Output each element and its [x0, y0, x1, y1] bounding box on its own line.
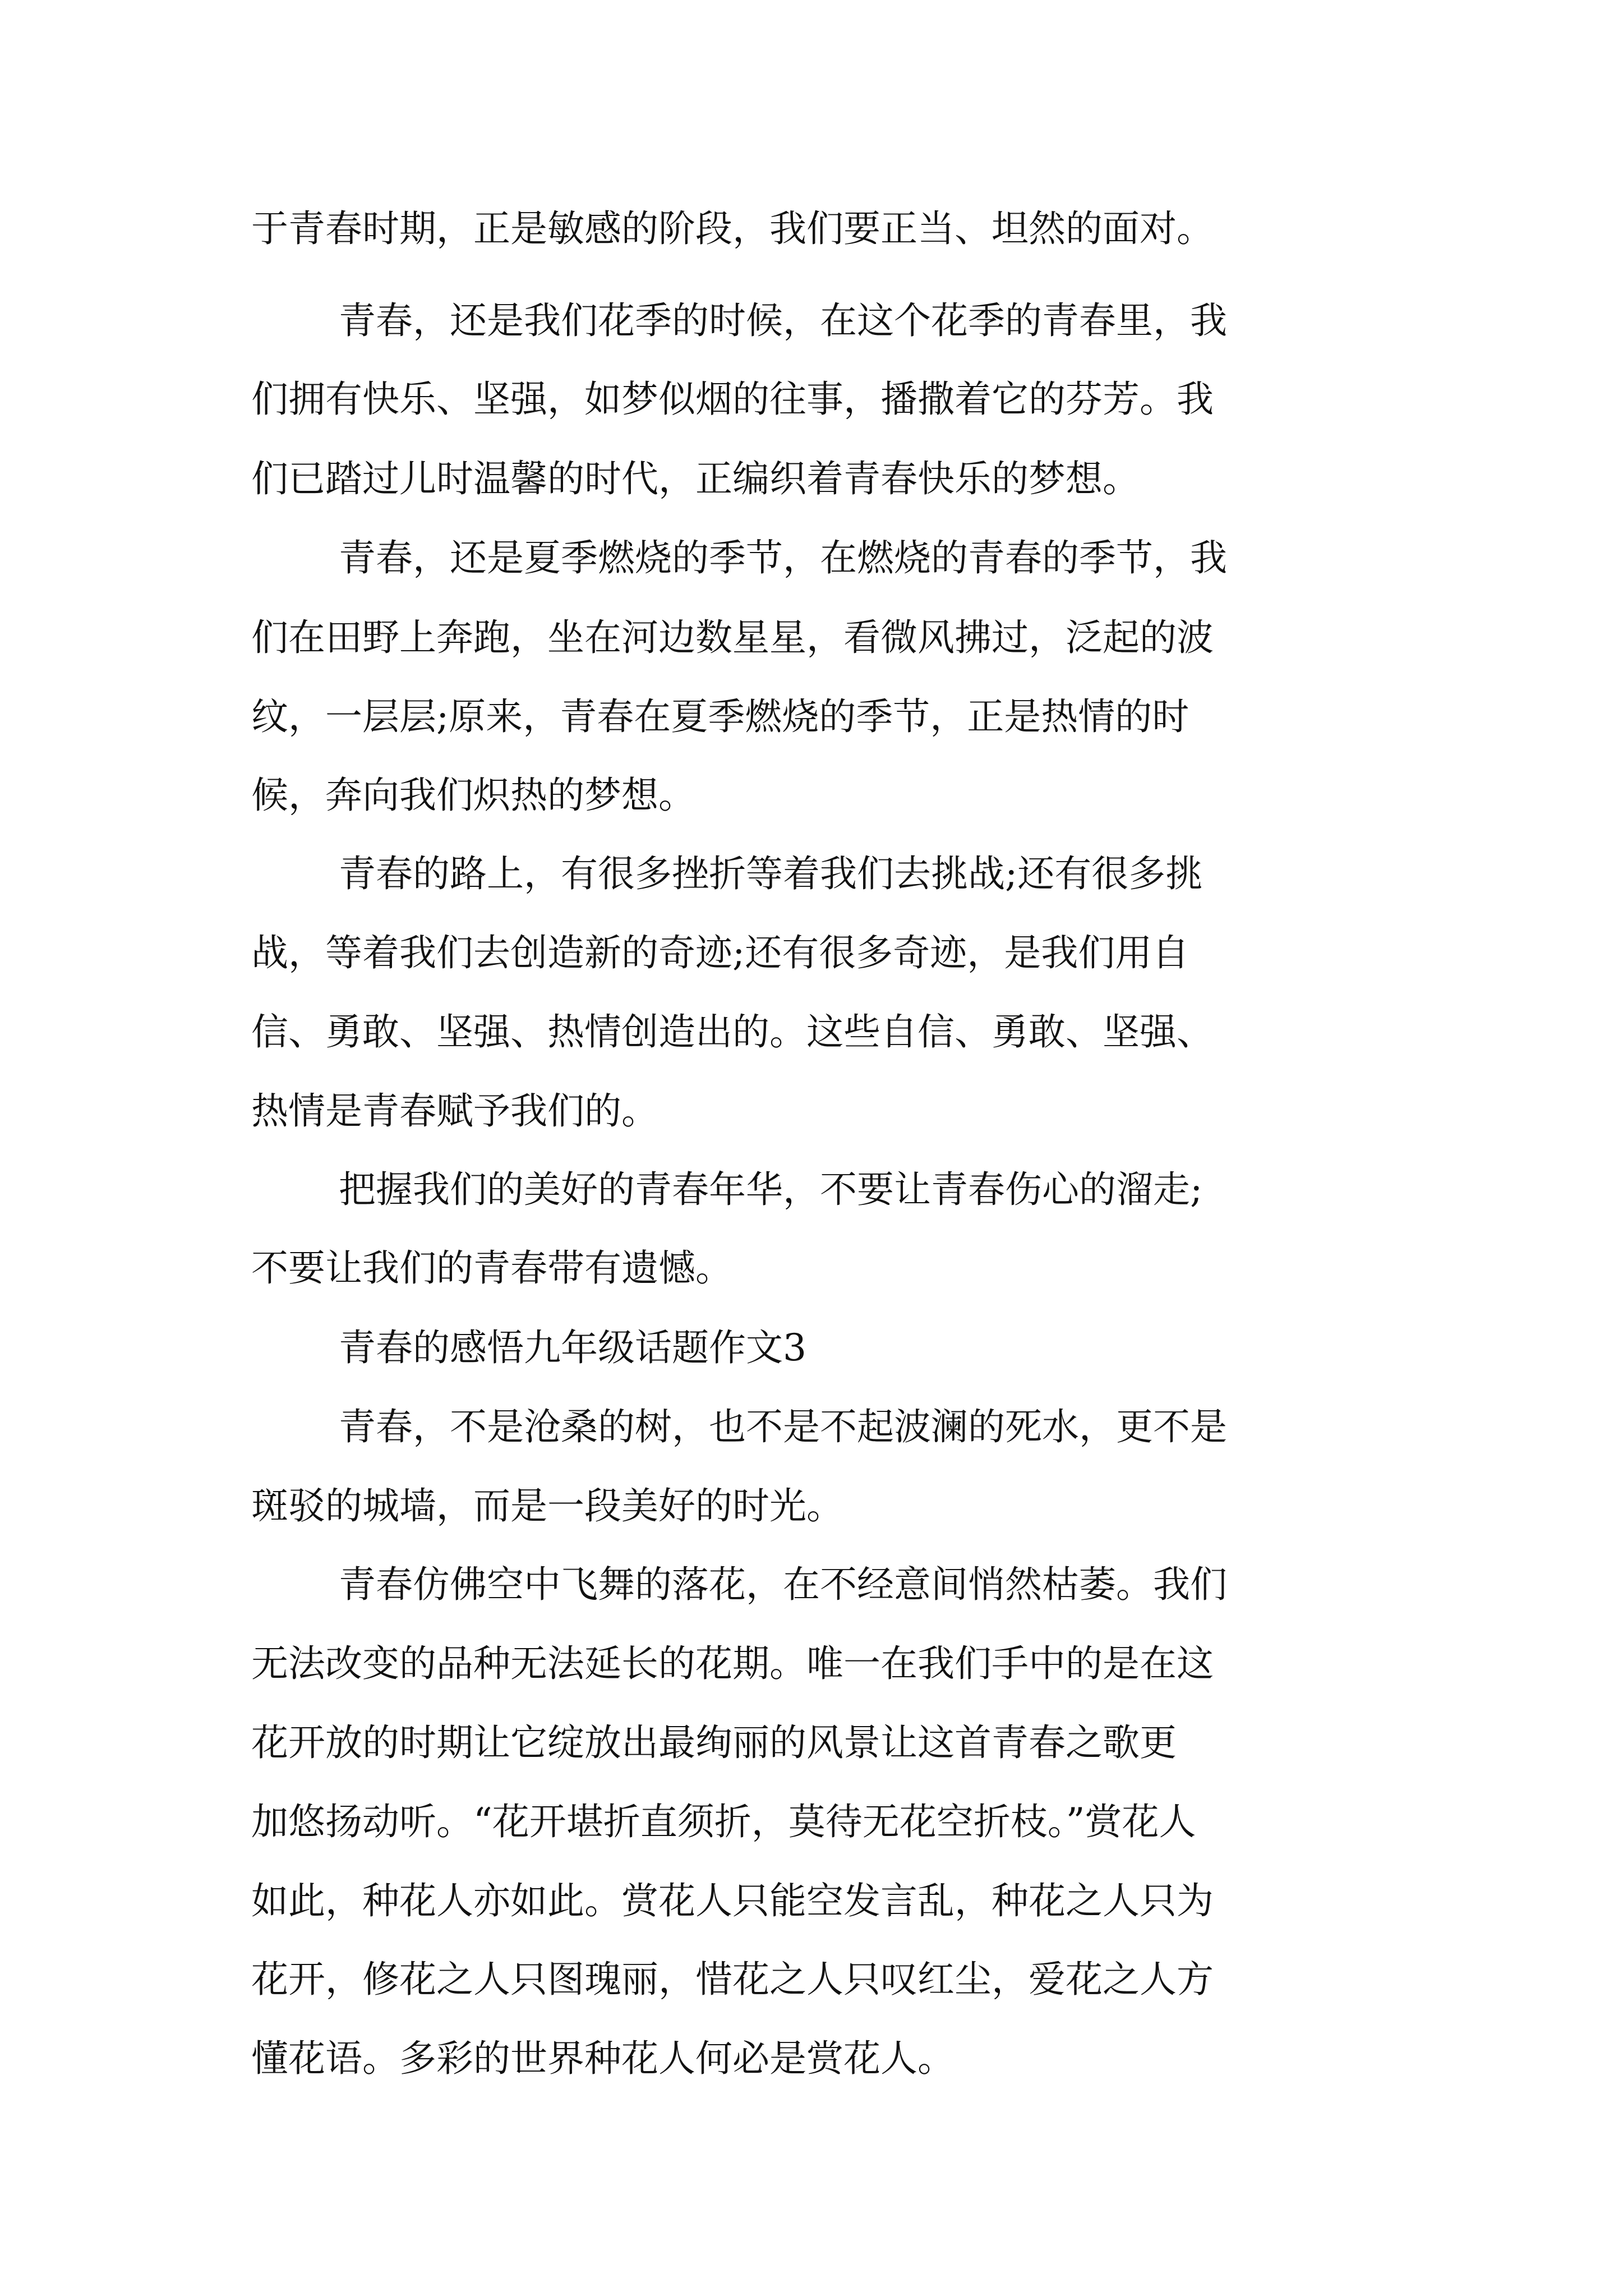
text-line: 青春，还是我们花季的时候，在这个花季的青春里，我	[339, 299, 1227, 342]
text-line: 们在田野上奔跑，坐在河边数星星，看微风拂过，泛起的波	[251, 616, 1214, 659]
text-line: 青春的路上，有很多挫折等着我们去挑战;还有很多挑	[339, 852, 1203, 895]
text-line: 战，等着我们去创造新的奇迹;还有很多奇迹，是我们用自	[251, 931, 1189, 974]
text-line: 们已踏过儿时温馨的时代，正编织着青春快乐的梦想。	[251, 457, 1140, 500]
text-line: 们拥有快乐、坚强，如梦似烟的往事，播撒着它的芬芳。我	[251, 378, 1214, 421]
text-line: 花开，修花之人只图瑰丽，惜花之人只叹红尘，爱花之人方	[251, 1958, 1214, 2001]
text-line: 纹，一层层;原来，青春在夏季燃烧的季节，正是热情的时	[251, 695, 1189, 738]
text-line: 花开放的时期让它绽放出最绚丽的风景让这首青春之歌更	[251, 1721, 1177, 1764]
text-line: 斑驳的城墙，而是一段美好的时光。	[251, 1484, 843, 1527]
section-title: 青春的感悟九年级话题作文3	[339, 1326, 806, 1369]
text-line: 青春，还是夏季燃烧的季节，在燃烧的青春的季节，我	[339, 536, 1227, 579]
text-line: 青春，不是沧桑的树，也不是不起波澜的死水，更不是	[339, 1405, 1227, 1448]
text-line: 如此，种花人亦如此。赏花人只能空发言乱，种花之人只为	[251, 1879, 1214, 1922]
text-line: 青春仿佛空中飞舞的落花，在不经意间悄然枯萎。我们	[339, 1563, 1227, 1606]
text-line: 热情是青春赋予我们的。	[251, 1089, 658, 1133]
text-line: 加悠扬动听。“花开堪折直须折，莫待无花空折枝。”赏花人	[251, 1800, 1196, 1843]
text-line: 把握我们的美好的青春年华，不要让青春伤心的溜走;	[339, 1168, 1203, 1211]
text-line: 候，奔向我们炽热的梦想。	[251, 774, 695, 817]
text-line: 信、勇敢、坚强、热情创造出的。这些自信、勇敢、坚强、	[251, 1010, 1214, 1053]
text-line: 于青春时期，正是敏感的阶段，我们要正当、坦然的面对。	[251, 207, 1214, 250]
text-line: 无法改变的品种无法延长的花期。唯一在我们手中的是在这	[251, 1642, 1214, 1685]
text-line: 懂花语。多彩的世界种花人何必是赏花人。	[251, 2037, 955, 2080]
text-line: 不要让我们的青春带有遗憾。	[251, 1246, 732, 1290]
